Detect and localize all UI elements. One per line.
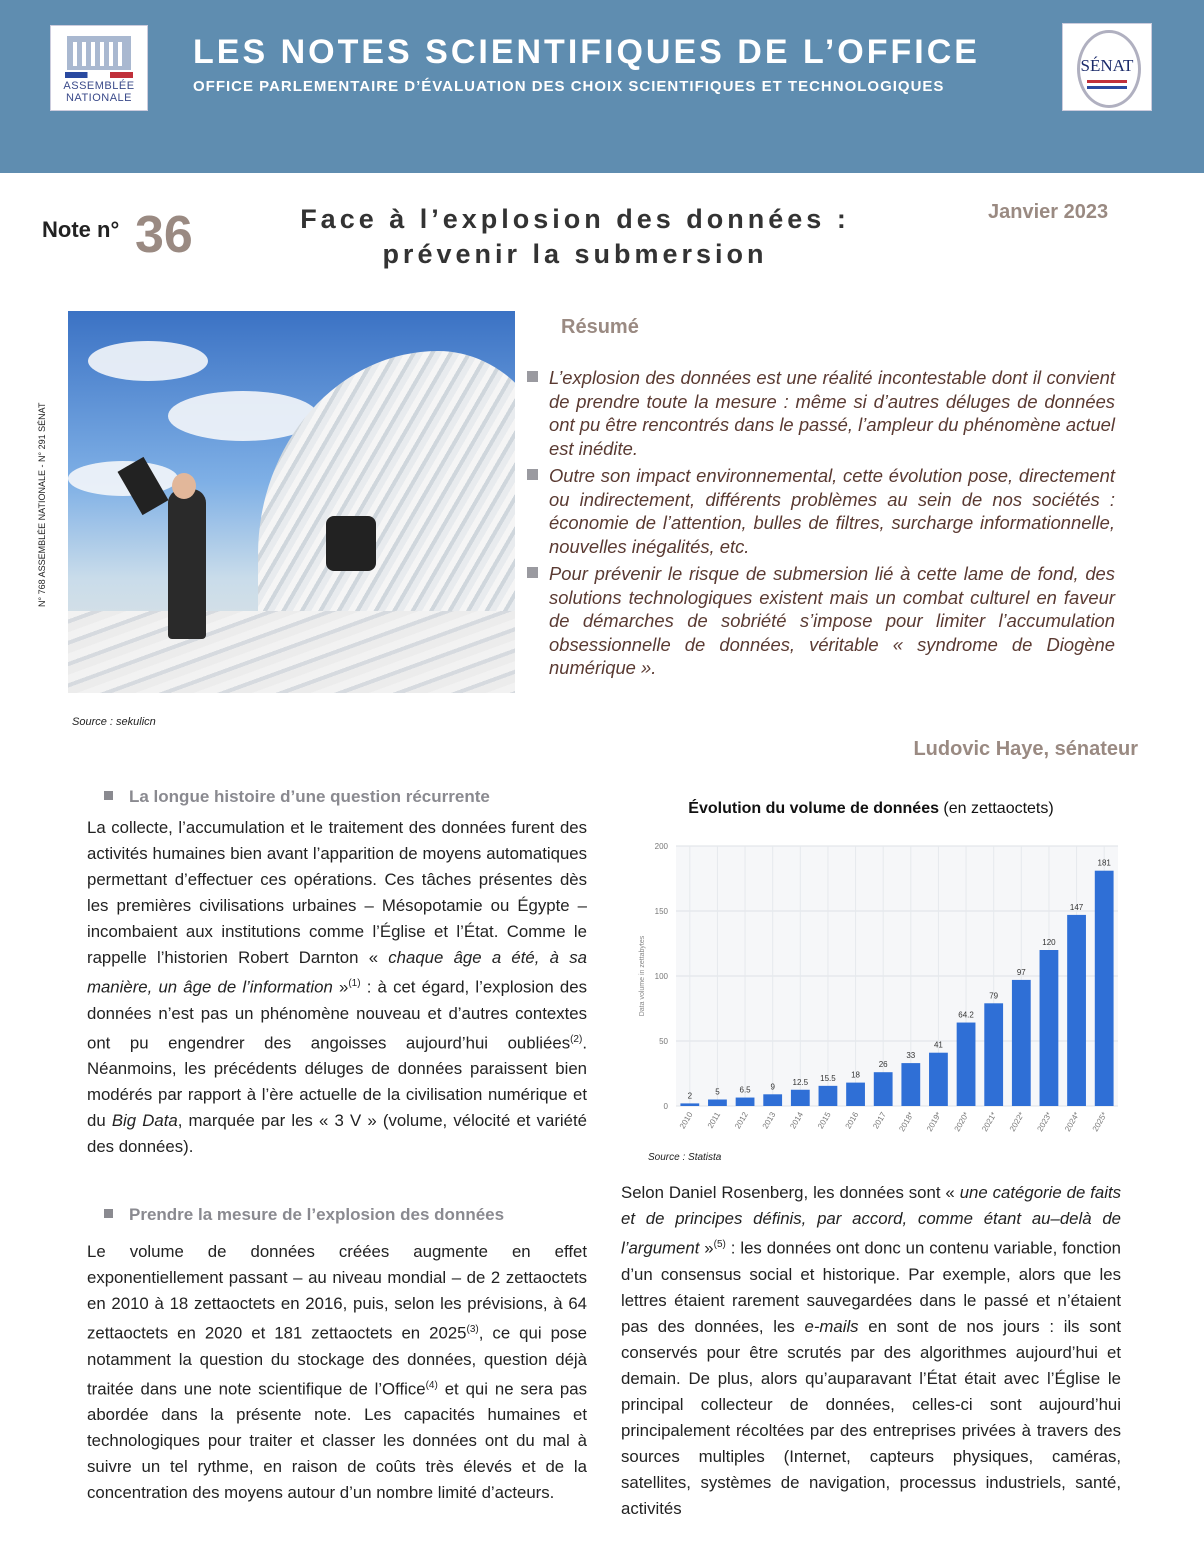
- section-measure-text: Le volume de données créées augmente en effet exponentiellement passant – au niveau mondial – de 2 zettaoctets en 2010 à 18 zettaoctets en 2016, puis, selon les prévisions, à 64 zettaoctets en 2020 et 181 zettaoctets en 2025$^{(3)}$, ce qui pose notamment la question du stockage des données, question déjà traitée dans une note scientifique de l’Office$^{(4)}$ et qui ne sera pas abordée dans la présente note. Les capacités humaines et technologiques pour traiter et classer les données ont du mal à suivre un tel rythme, en raison de coûts très élevés et de la concentration des moyens autour d’un nombre limité d’acteurs.: [87, 1242, 587, 1503]
- bar-value-label: 79: [989, 991, 999, 1001]
- bar-2020: [957, 1023, 976, 1106]
- bar-value-label: 6.5: [739, 1085, 751, 1095]
- y-axis-label: Data volume in zettabytes: [639, 935, 646, 1017]
- bar-2012: [736, 1098, 755, 1106]
- bar-2014: [791, 1090, 810, 1106]
- bar-value-label: 5: [715, 1087, 720, 1097]
- y-tick-label: 0: [663, 1102, 668, 1111]
- y-tick-label: 100: [654, 972, 668, 981]
- summary-item: Outre son impact environnemental, cette évolution pose, directement ou indirectement, différents problèmes au sein de nos sociétés : économie de l’attention, bulles de filtres, surcharge informationnelle, nouvelles inégalités, etc.: [525, 464, 1115, 558]
- x-tick-label: 2013: [760, 1110, 778, 1131]
- summary-item: L’explosion des données est une réalité incontestable dont il convient de prendre toute la mesure : même si d’autres déluges de données ont pu être rencontrés dans le passé, l’ampleur du phénomène actuel est inédite.: [525, 366, 1115, 460]
- x-tick-label: 2012: [733, 1110, 750, 1131]
- cover-illustration: [68, 311, 515, 693]
- y-tick-label: 50: [659, 1037, 668, 1046]
- x-tick-label: 2025*: [1090, 1110, 1109, 1134]
- x-tick-label: 2021*: [980, 1110, 999, 1134]
- bar-2021: [984, 1003, 1003, 1106]
- x-tick-label: 2022*: [1007, 1110, 1027, 1134]
- bar-value-label: 120: [1042, 938, 1056, 947]
- note-label: Note n°: [42, 217, 120, 242]
- bar-value-label: 26: [878, 1060, 888, 1070]
- section-heading-measure: Prendre la mesure de l’explosion des données: [104, 1205, 504, 1225]
- bar-value-label: 12.5: [792, 1077, 809, 1087]
- bar-value-label: 181: [1097, 858, 1111, 868]
- bar-2024: [1067, 915, 1086, 1106]
- chart-source: Source : Statista: [648, 1152, 722, 1163]
- bar-2025: [1095, 871, 1114, 1106]
- bullet-square-icon: [527, 469, 538, 480]
- bar-2023: [1040, 950, 1059, 1106]
- bar-value-label: 9: [770, 1082, 775, 1092]
- chart-title: Évolution du volume de données (en zettaoctets): [688, 800, 1054, 817]
- bar-2015: [819, 1086, 838, 1106]
- x-tick-label: 2019*: [924, 1110, 944, 1134]
- summary-item: Pour prévenir le risque de submersion lié à cette lame de fond, des solutions technologiques existent mais un combat culturel en faveur de démarches de sobriété s’impose pour limiter l’accumulation obsessionnelle de données, véritable « syndrome de Diogène numérique ».: [525, 562, 1115, 680]
- y-tick-label: 150: [654, 907, 668, 916]
- bar-value-label: 15.5: [820, 1073, 836, 1083]
- bar-2018: [901, 1063, 920, 1106]
- publication-date: Janvier 2023: [988, 201, 1109, 223]
- x-tick-label: 2011: [705, 1110, 723, 1130]
- series-title: LES NOTES SCIENTIFIQUES DE L’OFFICE: [193, 33, 980, 71]
- bar-2017: [874, 1072, 893, 1106]
- right-column-text: Selon Daniel Rosenberg, les données sont « une catégorie de faits et de principes définis, par accord, comme étant au–delà de l’argument »$^{(5)}$ : les données ont donc un contenu variable, fonction d’un consensus social et historique. Par exemple, alors que les lettres étaient rarement sauvegardées dans le passé et n’étaient pas des données, les e-mails en sont de nos jours : ils sont conservés pour être scrutés par des algorithmes aujourd’hui et demain. De plus, alors qu’auparavant l’État était avec l’Église le principal collecteur de données, celles-ci sont aujourd’hui principalement récoltées par des entreprises privées à travers des sources multiples (Internet, capteurs physiques, caméras, satellites, systèmes de navigation, processus industriels, santé, activités: [621, 1183, 1122, 1518]
- y-tick-label: 200: [654, 842, 668, 851]
- note-number: 36: [135, 206, 193, 264]
- bar-2011: [708, 1100, 727, 1107]
- bullet-square-icon: [527, 567, 538, 578]
- bullet-square-icon: [104, 1209, 113, 1218]
- data-volume-bar-chart: [624, 826, 1128, 1148]
- x-tick-label: 2017: [871, 1110, 888, 1131]
- bar-value-label: 33: [906, 1051, 916, 1061]
- summary-heading: Résumé: [561, 316, 639, 338]
- document-title: Face à l’explosion des données : prévenir la submersion: [300, 204, 850, 269]
- bar-2013: [763, 1094, 782, 1106]
- x-tick-label: 2023*: [1035, 1110, 1054, 1134]
- x-tick-label: 2024*: [1063, 1110, 1082, 1134]
- assemblee-nationale-logo: ASSEMBLÉE NATIONALE: [50, 25, 148, 111]
- x-tick-label: 2020*: [952, 1110, 971, 1134]
- x-tick-label: 2016: [843, 1110, 861, 1131]
- bar-value-label: 147: [1069, 902, 1084, 912]
- bullet-square-icon: [527, 371, 538, 382]
- x-tick-label: 2010: [677, 1110, 695, 1131]
- author: Ludovic Haye, sénateur: [913, 738, 1138, 760]
- x-tick-label: 2014: [788, 1110, 806, 1131]
- section-history-text: La collecte, l’accumulation et le traitement des données furent des activités humaines bien avant l’apparition de moyens automatiques permettant d’effectuer ces opérations. Ces tâches présentes dès les premières civilisations urbaines – Mésopotamie ou Égypte – incombaient aux institutions comme l’Église et l’État. Comme le rappelle l’historien Robert Darnton « chaque âge a été, à sa manière, un âge de l’information »$^{(1)}$ : à cet égard, l’explosion des données n’est pas un phénomène nouveau et d’autres contextes ont pu engendrer des angoisses aujourd’hui oubliées$^{(2)}$. Néanmoins, les précédents déluges de données paraissent bien modérés par rapport à l’ère actuelle de la civilisation numérique et du Big Data, marquée par les « 3 V » (volume, vélocité et variété des données).: [87, 818, 587, 1157]
- series-subtitle: OFFICE PARLEMENTAIRE D’ÉVALUATION DES CHOIX SCIENTIFIQUES ET TECHNOLOGIQUES: [193, 78, 945, 95]
- document-reference: N° 768 ASSEMBLÉE NATIONALE - N° 291 SÉNAT: [37, 402, 47, 607]
- bar-value-label: 97: [1016, 967, 1026, 977]
- header-banner: [0, 0, 1204, 173]
- bar-value-label: 18: [851, 1070, 861, 1080]
- bar-2010: [680, 1103, 699, 1106]
- summary-list: [525, 366, 1115, 684]
- bar-value-label: 41: [933, 1040, 943, 1050]
- senat-logo: SÉNAT: [1062, 23, 1152, 111]
- bar-2019: [929, 1053, 948, 1106]
- bar-value-label: 64.2: [958, 1010, 974, 1020]
- bar-value-label: 2: [687, 1091, 693, 1101]
- bar-2016: [846, 1083, 865, 1106]
- x-tick-label: 2018*: [897, 1110, 916, 1134]
- section-heading-history: La longue histoire d’une question récurrente: [104, 787, 490, 807]
- bullet-square-icon: [104, 791, 113, 800]
- image-credit: Source : sekulicn: [72, 716, 156, 728]
- x-tick-label: 2015: [815, 1110, 833, 1131]
- bar-2022: [1012, 980, 1031, 1106]
